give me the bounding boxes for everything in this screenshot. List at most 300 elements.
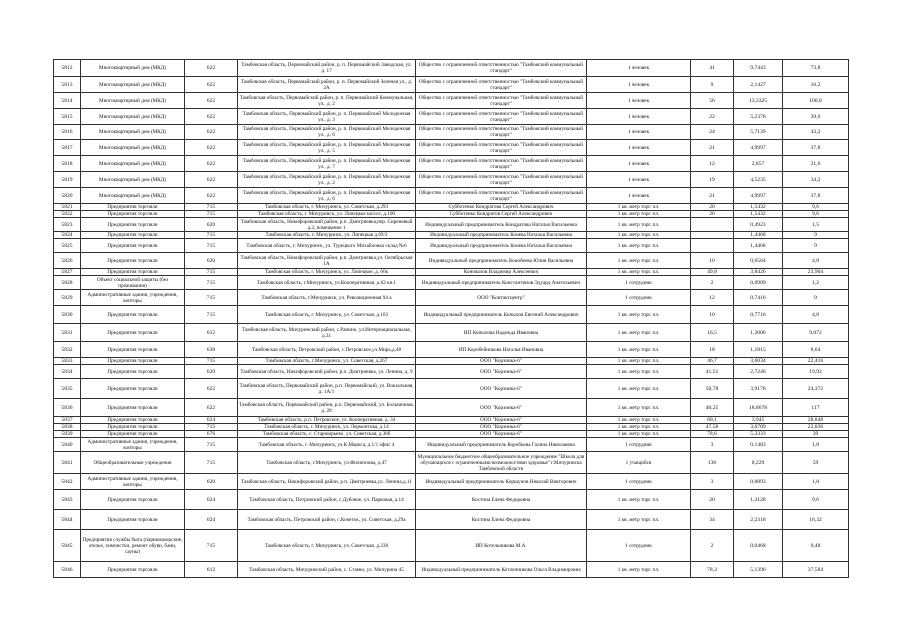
unit-cell: 1 кв. метр торг. пл. [587, 269, 691, 276]
table-row [54, 290, 849, 306]
row-number-cell: 5815 [54, 109, 81, 125]
region-code-cell: 620 [185, 253, 238, 269]
address-cell: Тамбовская область, Петровский район, с.Дубовое, ул. Парковая, д.14 [238, 490, 416, 510]
volume-cell: 59 [783, 452, 849, 474]
owner-cell: ООО "Контактцентр" [416, 290, 587, 306]
owner-cell: Индивидуальный предприниматель Конева Наталья Васильевна [416, 232, 587, 239]
region-code-cell: 622 [185, 172, 238, 188]
volume-cell: 19,92 [783, 365, 849, 379]
region-code-cell: 620 [185, 365, 238, 379]
quantity-cell: 47,58 [691, 424, 734, 431]
norm-cell: 3,945 [734, 417, 783, 424]
quantity-cell: 21 [691, 140, 734, 156]
owner-cell: ИП Коробейникова Наталья Ивановна [416, 342, 587, 358]
norm-cell: 0,0989 [734, 276, 783, 290]
volume-cell: 9 [783, 290, 849, 306]
norm-cell: 0,6564 [734, 253, 783, 269]
owner-cell: ООО "Корзинка-6" [416, 399, 587, 417]
volume-cell: 73,8 [783, 60, 849, 77]
region-code-cell: 715 [185, 306, 238, 324]
region-code-cell: 624 [185, 510, 238, 530]
unit-cell: 1 человек [587, 93, 691, 109]
volume-cell: 16,32 [783, 510, 849, 530]
volume-cell: 117 [783, 399, 849, 417]
volume-cell: 39,6 [783, 109, 849, 125]
norm-cell: 2,7246 [734, 365, 783, 379]
object-type-cell: Административные здания, учреждения, конторы [81, 438, 185, 452]
norm-cell: 0,1483 [734, 438, 783, 452]
address-cell: Тамбовская область, г. Мичуринск, ул. Советская, д.103 [238, 306, 416, 324]
owner-cell: Общество с ограниченной ответственностью "Тамбовский коммунальный стандарт" [416, 60, 587, 77]
norm-cell: 5,2378 [734, 109, 783, 125]
norm-cell: 1,5432 [734, 204, 783, 211]
object-type-cell: Предприятия торговли [81, 379, 185, 399]
row-number-cell: 5826 [54, 253, 81, 269]
table-row [54, 365, 849, 379]
unit-cell: 1 кв. метр торг. пл. [587, 399, 691, 417]
unit-cell: 1 человек [587, 172, 691, 188]
row-number-cell: 5825 [54, 239, 81, 253]
address-cell: Тамбовская область, Мичуринский район, с.Ранино, ул.Интернациональная, д.31 [238, 324, 416, 342]
table-row [54, 306, 849, 324]
address-cell: Тамбовская область, Первомайский район, р. п. Первомайский Молодежная ул., д. 6 [238, 188, 416, 204]
unit-cell: 1 человек [587, 188, 691, 204]
owner-cell: Общество с ограниченной ответственностью "Тамбовский коммунальный стандарт" [416, 172, 587, 188]
region-code-cell: 715 [185, 239, 238, 253]
quantity-cell: 12 [691, 156, 734, 172]
address-cell: Тамбовская область, г.Мичуринск, ул. Советская, д.267 [238, 358, 416, 365]
norm-cell: 1,5432 [734, 211, 783, 218]
norm-cell: 9,7443 [734, 60, 783, 77]
quantity-cell: 24 [691, 125, 734, 140]
norm-cell: 5,3333 [734, 431, 783, 438]
volume-cell: 9 [783, 232, 849, 239]
owner-cell: ООО "Корзинка-6" [416, 431, 587, 438]
table-row [54, 269, 849, 276]
norm-cell: 3,8426 [734, 269, 783, 276]
object-type-cell: Многоквартирный дом (МКД) [81, 125, 185, 140]
volume-cell: 1,2 [783, 276, 849, 290]
address-cell: Тамбовская область, Петровский район, с.Петровское,ул.Мира,д.48 [238, 342, 416, 358]
owner-cell: Общество с ограниченной ответственностью "Тамбовский коммунальный стандарт" [416, 188, 587, 204]
quantity-cell: 78,6 [691, 431, 734, 438]
volume-cell: 21,6 [783, 156, 849, 172]
quantity-cell [691, 232, 734, 239]
owner-cell: Индивидуальный предприниматель Коробкова Галина Николаевна [416, 438, 587, 452]
owner-cell: Костина Елена Федоровна [416, 490, 587, 510]
unit-cell: 1 кв. метр торг. пл. [587, 204, 691, 211]
table-row [54, 172, 849, 188]
row-number-cell: 5822 [54, 211, 81, 218]
quantity-cell: 49,8 [691, 269, 734, 276]
unit-cell: 1 сотрудник [587, 276, 691, 290]
quantity-cell: 21 [691, 188, 734, 204]
norm-cell: 5,7139 [734, 125, 783, 140]
row-number-cell: 5833 [54, 358, 81, 365]
quantity-cell: 19 [691, 172, 734, 188]
region-code-cell: 622 [185, 156, 238, 172]
object-type-cell: Предприятия торговли [81, 365, 185, 379]
object-type-cell: Предприятия торговли [81, 424, 185, 431]
row-number-cell: 5837 [54, 417, 81, 424]
owner-cell: Общество с ограниченной ответственностью "Тамбовский коммунальный стандарт" [416, 93, 587, 109]
table-row [54, 93, 849, 109]
row-number-cell: 5817 [54, 140, 81, 156]
object-type-cell: Предприятия торговли [81, 211, 185, 218]
table-row [54, 342, 849, 358]
volume-cell: 8,64 [783, 342, 849, 358]
volume-cell: 22,836 [783, 424, 849, 431]
quantity-cell: 41,51 [691, 365, 734, 379]
quantity-cell: 60,1 [691, 417, 734, 424]
volume-cell: 24,372 [783, 379, 849, 399]
address-cell: Тамбовская область, г.Мичуринск, ул.Кооперативная, д.62 кв.1 [238, 276, 416, 290]
address-cell: Тамбовская область, г. Мичуринск, ул.К.Маркса, д.1/1 офис 4 [238, 438, 416, 452]
table-row [54, 276, 849, 290]
row-number-cell: 5823 [54, 218, 81, 232]
owner-cell: ИП Котельникова М.А. [416, 530, 587, 562]
row-number-cell: 5832 [54, 342, 81, 358]
address-cell: Тамбовская область, г. Мичуринск, ул. Советская, д.238 [238, 530, 416, 562]
quantity-cell: 20 [691, 211, 734, 218]
table-row [54, 379, 849, 399]
address-cell: Тамбовская область, Первомайский район, р.п. Первомайский, ул. Больничная, д. 28 [238, 399, 416, 417]
table-row [54, 562, 849, 578]
region-code-cell: 622 [185, 109, 238, 125]
owner-cell: Индивидуальный предприниматель Коршунов Николай Викторович [416, 474, 587, 490]
address-cell: Тамбовская область, р.п. Петровское, ул. Кооперативная, д. 34 [238, 417, 416, 424]
table-row [54, 156, 849, 172]
region-code-cell: 715 [185, 232, 238, 239]
volume-cell: 1,8 [783, 438, 849, 452]
row-number-cell: 5842 [54, 474, 81, 490]
registry-table [53, 59, 849, 578]
object-type-cell: Административные здания, учреждения, конторы [81, 474, 185, 490]
object-type-cell: Административные здания, учреждения, конторы [81, 290, 185, 306]
owner-cell: Общество с ограниченной ответственностью "Тамбовский коммунальный стандарт" [416, 156, 587, 172]
quantity-cell: 22 [691, 109, 734, 125]
quantity-cell: 10 [691, 253, 734, 269]
table-row [54, 530, 849, 562]
owner-cell: Коновалов Владимир Алексеевич [416, 269, 587, 276]
address-cell: Тамбовская область, г. Мичуринск, ул. Турецкого Михайловка склад №6 [238, 239, 416, 253]
volume-cell: 16,2 [783, 77, 849, 93]
norm-cell: 0,7716 [734, 306, 783, 324]
volume-cell: 43,2 [783, 125, 849, 140]
object-type-cell: Объект социальной защиты (без проживания) [81, 276, 185, 290]
row-number-cell: 5831 [54, 324, 81, 342]
unit-cell: 1 кв. метр торг. пл. [587, 358, 691, 365]
address-cell: Тамбовская область, г. Мичуринск, ул. Советская, д.293 [238, 204, 416, 211]
norm-cell: 1,1815 [734, 342, 783, 358]
owner-cell: ООО "Корзинка-6" [416, 424, 587, 431]
object-type-cell: Многоквартирный дом (МКД) [81, 60, 185, 77]
region-code-cell: 622 [185, 93, 238, 109]
region-code-cell: 622 [185, 188, 238, 204]
quantity-cell [691, 218, 734, 232]
row-number-cell: 5846 [54, 562, 81, 578]
table-row [54, 218, 849, 232]
row-number-cell: 5820 [54, 188, 81, 204]
table-row [54, 324, 849, 342]
owner-cell: Индивидуальный предприниматель Котлопникова Ольга Владимировна [416, 562, 587, 578]
unit-cell: 1 человек [587, 156, 691, 172]
owner-cell: ООО "Корзинка-6" [416, 358, 587, 365]
address-cell: Тамбовская область, г. Мичуринск, ул. Липецкая д.69/2 [238, 232, 416, 239]
region-code-cell: 620 [185, 218, 238, 232]
unit-cell: 1 кв. метр торг. пл. [587, 562, 691, 578]
address-cell: Тамбовская область, г. Мичуринск, ул. Липецкое шоссе, д.100 [238, 211, 416, 218]
address-cell: Тамбовская область, Никифоровский район, р.п. Дмитриевка,ул. Октябрьская 1А [238, 253, 416, 269]
owner-cell: Общество с ограниченной ответственностью "Тамбовский коммунальный стандарт" [416, 77, 587, 93]
owner-cell: Индивидуальный предприниматель Кондратова Наталья Васильевна [416, 218, 587, 232]
unit-cell: 1 кв. метр торг. пл. [587, 232, 691, 239]
quantity-cell: 41 [691, 60, 734, 77]
address-cell: Тамбовская область, Первомайский район, р. п. Первомайский Молодежная ул., д. 6 [238, 125, 416, 140]
quantity-cell: 18 [691, 342, 734, 358]
owner-cell: Индивидуальный предприниматель Копылов Евгений Александрович [416, 306, 587, 324]
table-row [54, 125, 849, 140]
table-row [54, 474, 849, 490]
object-type-cell: Предприятия торговли [81, 218, 185, 232]
address-cell: Тамбовская область, Первомайский район, р. п. Первомайский Коммунальная, ул., д. 2 [238, 93, 416, 109]
row-number-cell: 5814 [54, 93, 81, 109]
volume-cell: 9,6 [783, 490, 849, 510]
address-cell: Тамбовская область, Первомайский район, р. п. Первомайский Молодежная ул., д. 3 [238, 109, 416, 125]
norm-cell: 0,7416 [734, 290, 783, 306]
unit-cell: 1 кв. метр торг. пл. [587, 417, 691, 424]
address-cell: Тамбовская область, г.Мичуринск, ул.Филиппова, д.47 [238, 452, 416, 474]
address-cell: Тамбовская область, г.Мичуринск, ул. Революционная 94 а [238, 290, 416, 306]
volume-cell: 100,8 [783, 93, 849, 109]
owner-cell: Общество с ограниченной ответственностью "Тамбовский коммунальный стандарт" [416, 109, 587, 125]
region-code-cell: 715 [185, 438, 238, 452]
object-type-cell: Предприятия торговли [81, 269, 185, 276]
volume-cell: 34,2 [783, 172, 849, 188]
region-code-cell: 624 [185, 417, 238, 424]
address-cell: Тамбовская область, Никифоровский район, р.п. Дмитриевка, ул. Ленина, д. 9 [238, 365, 416, 379]
region-code-cell: 622 [185, 125, 238, 140]
owner-cell: Индивидуальный предприниматель Константинов Эдуард Анатольевич [416, 276, 587, 290]
row-number-cell: 5838 [54, 424, 81, 431]
row-number-cell: 5818 [54, 156, 81, 172]
region-code-cell: 624 [185, 490, 238, 510]
owner-cell: Муниципальное бюджетное общеобразовательное учреждение "Школа для обучающихся с ограниченными возможностями здоровья" г.Мичуринска Тамбовской области [416, 452, 587, 474]
unit-cell: 1 сотрудник [587, 290, 691, 306]
table-row [54, 399, 849, 417]
table-row [54, 424, 849, 431]
object-type-cell: Многоквартирный дом (МКД) [81, 77, 185, 93]
volume-cell: 9,072 [783, 324, 849, 342]
address-cell: Тамбовская область, г. Мичуринск, ул. Лермонтова, д.14 [238, 424, 416, 431]
object-type-cell: Предприятия службы быта (парикмахерские, ателье, химчистки, ремонт обуви, бани, сауны) [81, 530, 185, 562]
region-code-cell: 630 [185, 342, 238, 358]
unit-cell: 1 человек [587, 125, 691, 140]
unit-cell: 1 кв. метр торг. пл. [587, 342, 691, 358]
object-type-cell: Предприятия торговли [81, 417, 185, 424]
norm-cell: 13,3325 [734, 93, 783, 109]
row-number-cell: 5827 [54, 269, 81, 276]
quantity-cell: 9 [691, 77, 734, 93]
unit-cell: 1 учащийся [587, 452, 691, 474]
unit-cell: 1 кв. метр торг. пл. [587, 365, 691, 379]
address-cell: Тамбовская область, Никифоровский район, р.п. Дмитриевка,ул. Ленина,д.11 [238, 474, 416, 490]
unit-cell: 1 сотрудник [587, 530, 691, 562]
unit-cell: 1 человек [587, 109, 691, 125]
unit-cell: 1 кв. метр торг. пл. [587, 239, 691, 253]
object-type-cell: Предприятия торговли [81, 399, 185, 417]
owner-cell: Индивидуальный предприниматель Конева Наталья Васильевна [416, 239, 587, 253]
quantity-cell: 3 [691, 438, 734, 452]
address-cell: Тамбовская область, Первомайский район, р. п. Первомайский Зеленая ул., д. 2А [238, 77, 416, 93]
norm-cell: 3,6034 [734, 358, 783, 365]
quantity-cell: 10 [691, 306, 734, 324]
owner-cell: Субботенко Кондратова Сергей Александрович [416, 204, 587, 211]
quantity-cell [691, 239, 734, 253]
table-row [54, 204, 849, 211]
unit-cell: 1 человек [587, 140, 691, 156]
object-type-cell: Предприятия торговли [81, 358, 185, 365]
row-number-cell: 5819 [54, 172, 81, 188]
unit-cell: 1 кв. метр торг. пл. [587, 253, 691, 269]
quantity-cell: 16,5 [691, 324, 734, 342]
address-cell: Тамбовская область, Мичуринский район, с. Стаево, ул. Мичурина 45 [238, 562, 416, 578]
norm-cell: 2,2318 [734, 510, 783, 530]
address-cell: Тамбовская область, с. Староюрьево, ул. Советская, д.38б [238, 431, 416, 438]
address-cell: Тамбовская область, Первомайский район, р. п. Первомайский Заводская, ул. д. 17 [238, 60, 416, 77]
unit-cell: 1 кв. метр торг. пл. [587, 379, 691, 399]
owner-cell: Субботенко Кондратов Сергей Александрович [416, 211, 587, 218]
unit-cell: 1 сотрудник [587, 438, 691, 452]
object-type-cell: Предприятия торговли [81, 490, 185, 510]
row-number-cell: 5836 [54, 399, 81, 417]
norm-cell: 18,8678 [734, 399, 783, 417]
table-row [54, 452, 849, 474]
table-row [54, 490, 849, 510]
quantity-cell: 20 [691, 490, 734, 510]
quantity-cell: 40,25 [691, 399, 734, 417]
table-row [54, 253, 849, 269]
norm-cell: 0,0468 [734, 530, 783, 562]
address-cell: Тамбовская область, г. Мичуринск, ул. Липецкое, д. 66к [238, 269, 416, 276]
volume-cell: 4,8 [783, 253, 849, 269]
quantity-cell: 2 [691, 276, 734, 290]
region-code-cell: 612 [185, 562, 238, 578]
volume-cell: 9,6 [783, 204, 849, 211]
region-code-cell: 620 [185, 474, 238, 490]
table-row [54, 140, 849, 156]
table-row [54, 510, 849, 530]
region-code-cell: 715 [185, 204, 238, 211]
region-code-cell: 715 [185, 269, 238, 276]
unit-cell: 1 кв. метр торг. пл. [587, 431, 691, 438]
unit-cell: 1 кв. метр торг. пл. [587, 424, 691, 431]
object-type-cell: Предприятия торговли [81, 204, 185, 211]
unit-cell: 1 кв. метр торг. пл. [587, 211, 691, 218]
norm-cell: 1,2006 [734, 324, 783, 342]
object-type-cell: Предприятия торговли [81, 232, 185, 239]
table-row [54, 417, 849, 424]
volume-cell: 0,48 [783, 530, 849, 562]
volume-cell: 37,584 [783, 562, 849, 578]
quantity-cell: 136 [691, 452, 734, 474]
row-number-cell: 5824 [54, 232, 81, 239]
object-type-cell: Многоквартирный дом (МКД) [81, 140, 185, 156]
object-type-cell: Предприятия торговли [81, 562, 185, 578]
quantity-cell: 46,7 [691, 358, 734, 365]
unit-cell: 1 кв. метр торг. пл. [587, 306, 691, 324]
address-cell: Тамбовская область, Первомайский район, р. п. Первомайский Молодежная ул., д. 7 [238, 156, 416, 172]
row-number-cell: 5813 [54, 77, 81, 93]
quantity-cell: 78,3 [691, 562, 734, 578]
volume-cell: 37,8 [783, 140, 849, 156]
row-number-cell: 5841 [54, 452, 81, 474]
object-type-cell: Предприятия торговли [81, 510, 185, 530]
region-code-cell: 715 [185, 276, 238, 290]
quantity-cell: 20 [691, 204, 734, 211]
row-number-cell: 5830 [54, 306, 81, 324]
quantity-cell: 50,78 [691, 379, 734, 399]
norm-cell: 3,9178 [734, 379, 783, 399]
volume-cell: 9 [783, 239, 849, 253]
unit-cell: 1 кв. метр торг. пл. [587, 324, 691, 342]
region-code-cell: 622 [185, 60, 238, 77]
norm-cell: 1,4468 [734, 239, 783, 253]
region-code-cell: 715 [185, 358, 238, 365]
object-type-cell: Многоквартирный дом (МКД) [81, 188, 185, 204]
owner-cell: ООО "Корзинка-6" [416, 365, 587, 379]
object-type-cell: Предприятия торговли [81, 253, 185, 269]
norm-cell: 2,857 [734, 156, 783, 172]
row-number-cell: 5834 [54, 365, 81, 379]
volume-cell: 22,416 [783, 358, 849, 365]
owner-cell: ООО "Корзинка-6" [416, 379, 587, 399]
table-row [54, 431, 849, 438]
registry-table-body [54, 60, 849, 578]
volume-cell: 37,8 [783, 188, 849, 204]
object-type-cell: Предприятия торговли [81, 431, 185, 438]
norm-cell: 2,1427 [734, 77, 783, 93]
owner-cell: ИП Копылова Надежда Ивановна [416, 324, 587, 342]
norm-cell: 4,5235 [734, 172, 783, 188]
row-number-cell: 5840 [54, 438, 81, 452]
object-type-cell: Предприятия торговли [81, 306, 185, 324]
norm-cell: 3,6709 [734, 424, 783, 431]
owner-cell: Общество с ограниченной ответственностью "Тамбовский коммунальный стандарт" [416, 125, 587, 140]
object-type-cell: Многоквартирный дом (МКД) [81, 93, 185, 109]
object-type-cell: Предприятия торговли [81, 239, 185, 253]
address-cell: Тамбовская область, Первомайский район, р.п. Первомайский, ул. Вокзальная, д. 1А/1 [238, 379, 416, 399]
quantity-cell: 12 [691, 290, 734, 306]
row-number-cell: 5839 [54, 431, 81, 438]
volume-cell: 9,6 [783, 211, 849, 218]
owner-cell: ООО "Корзинка-6" [416, 417, 587, 424]
norm-cell: 0,0893 [734, 474, 783, 490]
row-number-cell: 5828 [54, 276, 81, 290]
region-code-cell: 715 [185, 530, 238, 562]
object-type-cell: Общеобразовательные учреждения [81, 452, 185, 474]
unit-cell: 1 кв. метр торг. пл. [587, 490, 691, 510]
volume-cell: 1,5 [783, 218, 849, 232]
unit-cell: 1 кв. метр торг. пл. [587, 510, 691, 530]
norm-cell: 1,3128 [734, 490, 783, 510]
row-number-cell: 5816 [54, 125, 81, 140]
row-number-cell: 5844 [54, 510, 81, 530]
norm-cell: 8,229 [734, 452, 783, 474]
address-cell: Тамбовская область, Никифоровский район, р.п. Дмитриевка,пер. Сиреневый д.2, помещение 1 [238, 218, 416, 232]
unit-cell: 1 кв. метр торг. пл. [587, 218, 691, 232]
owner-cell: Костина Елена Федоровна [416, 510, 587, 530]
